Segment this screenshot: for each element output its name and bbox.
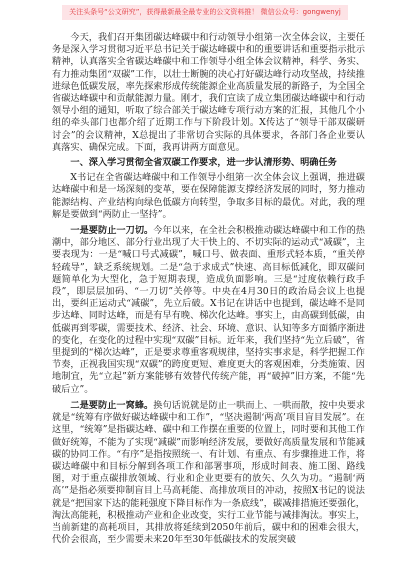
intro-paragraph: 今天，我们召开集团碳达峰碳中和行动领导小组第一次全体会议，主要任务是深入学习贯彻习近平总书记关于碳达峰碳中和的重要讲话和重要指示批示精神，认真落实全省碳达峰碳中和工作领导小组全体会议精神，科学、务实、有力推动集团“双碳”工作，以壮士断腕的决心打好碳达峰行动攻坚战，持续推进绿色低碳发展，率先探索形成传统能源企业高质量发展的新路子，为全国全省碳达峰碳中和贡献能源力量。刚才，我们宣读了成立集团碳达峰碳中和行动领导小组的通知，听取了综合部关于碳达峰专项行动方案的汇报，其他几个小组的牵头部门也都介绍了近期工作与下阶段计划。X传达了“领导干部双碳研讨会”的会议精神，X总提出了非常切合实际的具体要求，各部门各企业要认真落实、确保完成。下面，我再讲两方面意见。 — [52, 32, 365, 153]
point-text: 换句话说就是防止一哄而上、一哄而散，按中央要求就是“统筹有序做好碳达峰碳中和工作”，“坚决遏制‘两高’项目盲目发展”。在这里，“统筹”是指碳达峰、碳中和工作摆在重要的位置上，同时要和其他工作做好统筹，不能为了实现“减碳”而影响经济发展，要做好高质量发展和节能减碳的协同工作。“有序”是指按照统一、有计划、有重点、有步骤推进工作，将碳达峰碳中和目标分解到各项工作和部署事项，形成时间表、施工图、路线图，对于重点碳排放领域、行业和企业更要有的放矢、久久为功。“遏制‘两高’”是指必须要抑制盲目上马高耗能、高排放项目的冲动，按照X书记的说法就是“把国家下达的能耗强度下降目标作为一条底线”，碳减排措施还要强化，淘汰高能耗，积极推动产业和企业改变，实行工业节能与减排淘汰。事实上，当前新建的高耗项目，其排放将延续到2050年前后，碳中和的困难会很大，代价会很高，至少需要未来20年至30年低碳技术的发展突破 — [52, 399, 365, 546]
point-paragraph-1 — [52, 225, 365, 396]
point-text: 今年以来，在全社会积极推动碳达峰碳中和工作的热潮中，部分地区、部分行业出现了大干快上的、不切实际的运动式“减碳”，主要表现为：一是“喊口号式减碳”，喊口号、做表面、重形式轻本质，“重关停轻疏导”，缺乏系统规划。二是“急于求成式”快速、高目标低减化，即双碳问题简单化为大型化，急于短期表现，造成负面影响。三是“过度依赖行政手段”，即层层加码、“一刀切”关停等。中央在4月30日的政治局会议上也提出，要纠正运动式“减碳”，先立后破。X书记在讲话中也提到，碳达峰不是同步达峰、同时达峰，而是有早有晚、梯次化达峰。事实上，由高碳到低碳，由低碳再到零碳，需要技术、经济、社会、环境、意识、认知等多方面循序渐进的变化，在变化的过程中实现“双碳”目标。近年来，我们坚持“先立后破”，省里提到的“梯次达峰”，正是要求尊重客观规律，坚持实事求是，科学把握工作节奏，正视我国实现“双碳”的跨度更短、难度更大的客观困难，分类施策、因地制宜，先“立起”新方案能够有效替代传统产能，再“破掉”旧方案，不能“先破后立”。 — [52, 225, 365, 395]
point-lead: 一是要防止一刀切。 — [70, 225, 154, 237]
promo-banner — [62, 5, 348, 20]
promo-banner-text: 关注头条号“公文研究”，获得最新最全最专业的公文资料推！ 微信公众号：gongwenyj — [69, 8, 341, 16]
point-lead: 二是要防止一窝蜂。 — [70, 399, 154, 411]
document-body — [52, 32, 365, 578]
point-paragraph-2 — [52, 400, 365, 546]
section-heading: 一、深入学习贯彻全省双碳工作要求，进一步认清形势、明确任务 — [70, 157, 337, 169]
section-intro-paragraph: X书记在全省碳达峰碳中和工作领导小组第一次全体会议上强调，推进碳达峰碳中和是一场深刻的变革，要在保障能源支撑经济发展的同时，努力推动能源结构、产业结构向绿色低碳方向转型，争取多目标的最优。对此，我的理解是要做到“两防止一坚持”。 — [52, 172, 365, 220]
